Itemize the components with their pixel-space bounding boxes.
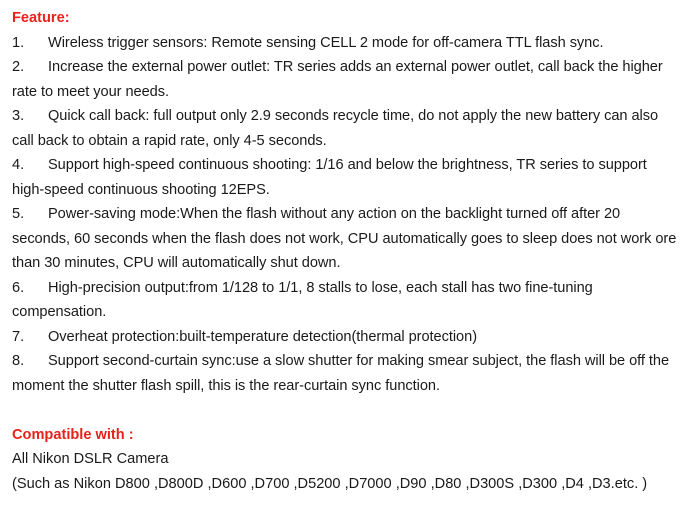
feature-text: Support second-curtain sync:use a slow shutter for making smear subject, the flash will be off the moment the shutter flash spill, this is the rear-curtain sync function.	[12, 353, 670, 394]
product-description	[12, 6, 681, 496]
feature-text: Increase the external power outlet: TR series adds an external power outlet, call back the higher rate to meet your needs.	[12, 59, 663, 100]
feature-item	[12, 153, 681, 202]
feature-number: 4.	[12, 157, 25, 173]
feature-text: Overheat protection:built-temperature detection(thermal protection)	[48, 328, 478, 345]
feature-number: 3.	[12, 108, 25, 124]
feature-text: Quick call back: full output only 2.9 seconds recycle time, do not apply the new battery can also call back to obtain a rapid rate, only 4-5 seconds.	[12, 108, 659, 149]
feature-list	[12, 31, 681, 399]
feature-text: Power-saving mode:When the flash without any action on the backlight turned off after 20 seconds, 60 seconds when the flash does not work, CPU automatically goes to sleep does not work ore than 30 minutes, CPU will automatically shut down.	[12, 206, 677, 271]
feature-number: 8.	[12, 353, 25, 369]
feature-number: 7.	[12, 328, 25, 345]
feature-text: Wireless trigger sensors: Remote sensing CELL 2 mode for off-camera TTL flash sync.	[48, 34, 604, 51]
feature-heading: Feature:	[12, 10, 70, 26]
feature-item	[12, 349, 681, 398]
feature-item	[12, 276, 681, 325]
feature-item	[12, 202, 681, 276]
feature-number: 2.	[12, 59, 25, 75]
section-spacer	[12, 398, 681, 423]
feature-item	[12, 104, 681, 153]
feature-item	[12, 325, 681, 350]
compatible-heading: Compatible with :	[12, 426, 134, 443]
feature-text: High-precision output:from 1/128 to 1/1, 8 stalls to lose, each stall has two fine-tuning compensation.	[12, 279, 593, 320]
feature-text: Support high-speed continuous shooting: 1/16 and below the brightness, TR series to support high-speed continuous shooting 12EPS.	[12, 157, 647, 198]
feature-number: 6.	[12, 279, 25, 296]
feature-number: 5.	[12, 206, 25, 222]
feature-item	[12, 31, 681, 56]
feature-item	[12, 55, 681, 104]
feature-number: 1.	[12, 34, 25, 51]
compatible-models: (Such as Nikon D800 ,D800D ,D600 ,D700 ,D5200 ,D7000 ,D90 ,D80 ,D300S ,D300 ,D4 ,D3.etc. )	[12, 475, 648, 492]
compatible-line: All Nikon DSLR Camera	[12, 451, 169, 467]
